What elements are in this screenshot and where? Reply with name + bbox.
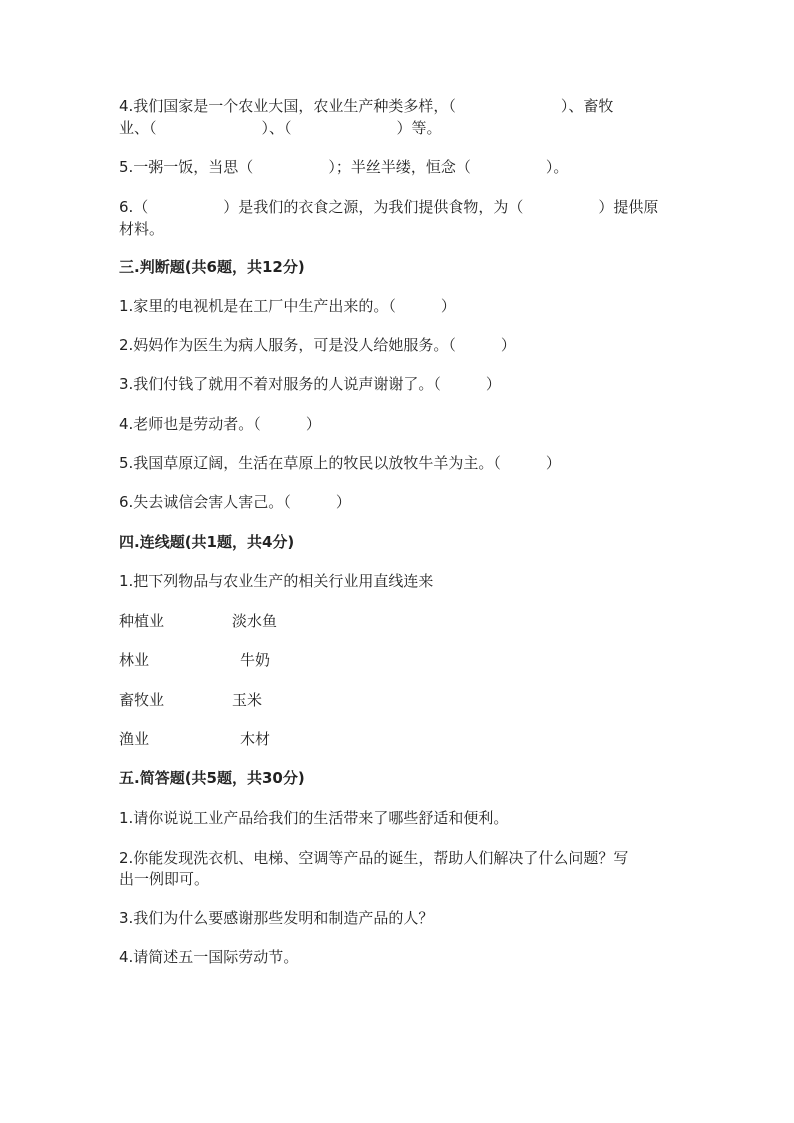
judgement-item: 3.我们付钱了就用不着对服务的人说声谢谢了。（ ） bbox=[119, 375, 501, 393]
judgement-item: 6.失去诚信会害人害己。（ ） bbox=[119, 493, 351, 511]
short-answer-q1: 1.请你说说工业产品给我们的生活带来了哪些舒适和便利。 bbox=[119, 809, 509, 827]
fill-in-q4-line2: 业、（ ）、（ ）等。 bbox=[119, 119, 442, 137]
short-answer-q2-line1: 2.你能发现洗衣机、电梯、空调等产品的诞生，帮助人们解决了什么问题？写 bbox=[119, 849, 629, 867]
matching-right-item: 木材 bbox=[240, 730, 271, 748]
short-answer-q3: 3.我们为什么要感谢那些发明和制造产品的人？ bbox=[119, 909, 434, 927]
matching-left-item: 林业 bbox=[119, 651, 150, 669]
fill-in-q6-line2: 材料。 bbox=[119, 220, 165, 238]
matching-question: 1.把下列物品与农业生产的相关行业用直线连来 bbox=[119, 572, 434, 590]
short-answer-q2-line2: 出一例即可。 bbox=[119, 870, 210, 888]
section-title-short-answer: 五.简答题(共5题，共30分) bbox=[119, 769, 305, 787]
matching-left-item: 畜牧业 bbox=[119, 691, 165, 709]
matching-right-item: 玉米 bbox=[232, 691, 263, 709]
matching-right-item: 牛奶 bbox=[240, 651, 271, 669]
section-title-judgement: 三.判断题(共6题，共12分) bbox=[119, 258, 305, 276]
judgement-item: 1.家里的电视机是在工厂中生产出来的。（ ） bbox=[119, 297, 456, 315]
fill-in-q5: 5.一粥一饭，当思（ ）；半丝半缕，恒念（ ）。 bbox=[119, 158, 569, 176]
matching-left-item: 渔业 bbox=[119, 730, 150, 748]
section-title-matching: 四.连线题(共1题，共4分) bbox=[119, 533, 295, 551]
fill-in-q6-line1: 6.（ ）是我们的衣食之源，为我们提供食物，为（ ）提供原 bbox=[119, 198, 659, 216]
matching-right-item: 淡水鱼 bbox=[232, 612, 278, 630]
matching-left-item: 种植业 bbox=[119, 612, 165, 630]
fill-in-q4-line1: 4.我们国家是一个农业大国，农业生产种类多样，（ ）、畜牧 bbox=[119, 97, 614, 115]
judgement-item: 4.老师也是劳动者。（ ） bbox=[119, 415, 321, 433]
judgement-item: 5.我国草原辽阔，生活在草原上的牧民以放牧牛羊为主。（ ） bbox=[119, 454, 561, 472]
judgement-item: 2.妈妈作为医生为病人服务，可是没人给她服务。（ ） bbox=[119, 336, 516, 354]
short-answer-q4: 4.请简述五一国际劳动节。 bbox=[119, 948, 299, 966]
